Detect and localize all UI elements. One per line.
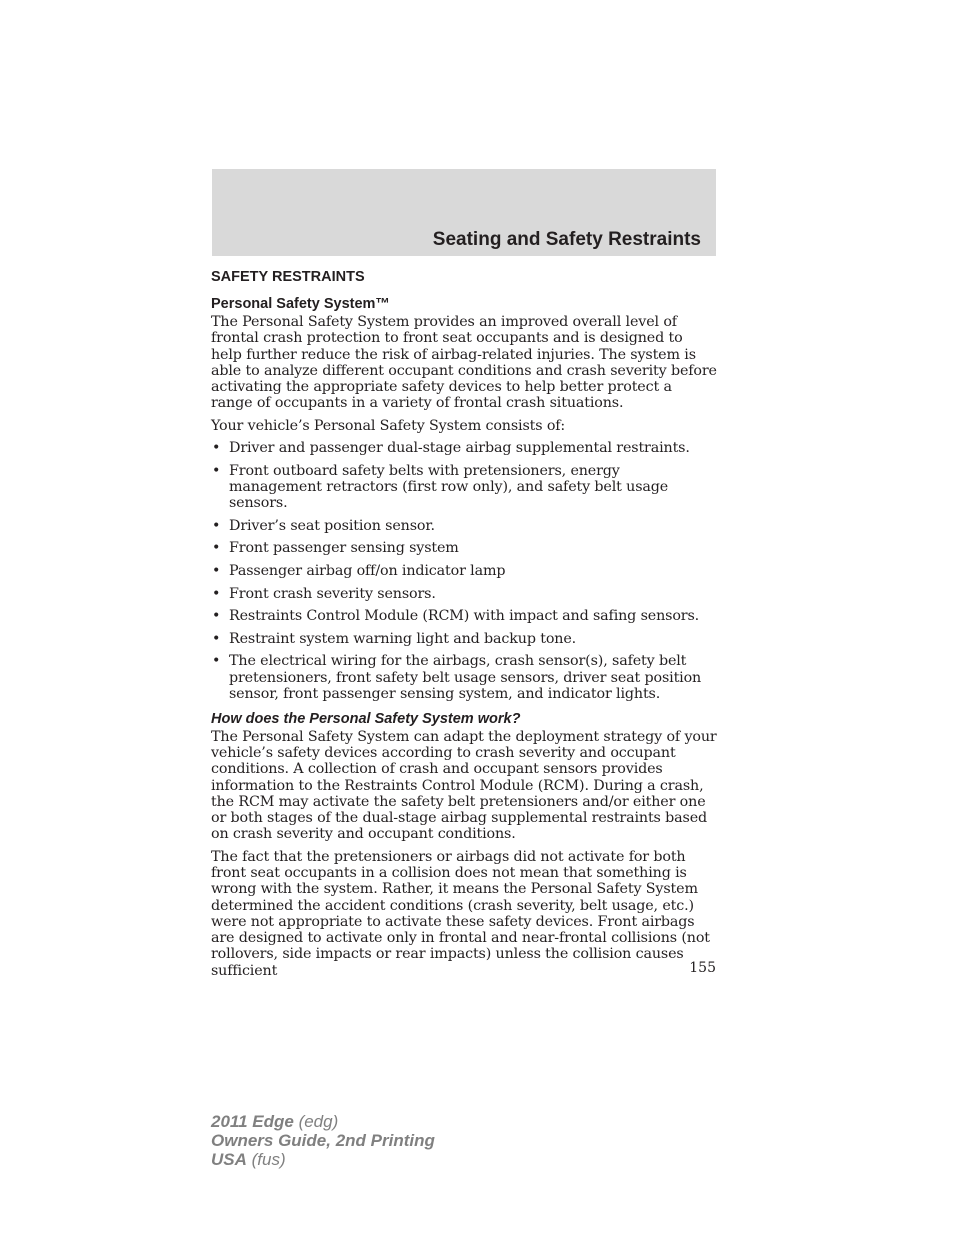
list-item-text: Passenger airbag off/on indicator lamp [229,563,506,580]
list-item [211,563,717,579]
footer-line-model [211,1112,435,1131]
bullet-icon: • [212,653,221,670]
list-item-text: Restraints Control Module (RCM) with impact and safing sensors. [229,608,700,625]
list-item-text: Driver’s seat position sensor. [229,517,435,534]
section-title: SAFETY RESTRAINTS [211,269,365,285]
how-it-works-heading: How does the Personal Safety System work? [211,710,521,727]
how-it-works-paragraph-1: The Personal Safety System can adapt the deployment strategy of your vehicle’s safety devices according to crash severity and occupant conditions. A collection of crash and occupant sensors provides information to the Restraints Control Module (RCM). During a crash, the RCM may activate the safety belt pretensioners and/or either one or both stages of the dual-stage airbag supplemental restraints based on crash severity and occupant conditions. [211,728,717,843]
page-content [211,266,717,985]
intro-paragraph: The Personal Safety System provides an improved overall level of frontal crash protection to front seat occupants and is designed to help further reduce the risk of airbag-related injuries. The system is able to analyze different occupant conditions and crash severity before activating the appropriate safety devices to help better protect a range of occupants in a variety of frontal crash situations. [211,314,717,412]
list-item [211,540,717,556]
footer-line-market [211,1150,435,1169]
footer-model: 2011 Edge [211,1112,294,1131]
footer-model-code: (edg) [293,1112,339,1131]
list-item-text: Front passenger sensing system [229,540,459,557]
bullet-icon: • [212,585,221,602]
list-item-text: Driver and passenger dual-stage airbag supplemental restraints. [229,440,690,457]
document-footer [211,1112,435,1169]
bullet-icon: • [212,540,221,557]
bullet-icon: • [212,608,221,625]
bullet-icon: • [212,517,221,534]
section-header-band [212,169,716,256]
subsection-title: Personal Safety System™ [211,296,390,312]
footer-market: USA [211,1150,247,1169]
page-number: 155 [689,960,716,976]
list-item [211,653,717,702]
list-item [211,518,717,534]
bullet-icon: • [212,630,221,647]
section-header-title: Seating and Safety Restraints [432,229,701,250]
bullet-icon: • [212,440,221,457]
consists-of-paragraph: Your vehicle’s Personal Safety System consists of: [211,417,566,434]
how-it-works-paragraph-2: The fact that the pretensioners or airbags did not activate for both front seat occupants in a collision does not mean that something is wrong with the system. Rather, it means the Personal Safety System determined the accident conditions (crash severity, belt usage, etc.) were not appropriate to activate these safety devices. Front airbags are designed to activate only in frontal and near-frontal collisions (not rollovers, side impacts or rear impacts) unless the collision causes sufficient [211,848,710,979]
footer-line-guide: Owners Guide, 2nd Printing [211,1131,435,1150]
components-list [211,440,717,702]
list-item-text: The electrical wiring for the airbags, crash sensor(s), safety belt pretensioners, front safety belt usage sensors, driver seat position sensor, front passenger sensing system, and indicator lights. [229,653,702,703]
bullet-icon: • [212,563,221,580]
footer-market-code: (fus) [246,1150,286,1169]
list-item [211,440,717,456]
list-item [211,463,717,512]
list-item-text: Front outboard safety belts with pretensioners, energy management retractors (first row only), and safety belt usage sensors. [229,462,669,512]
list-item-text: Restraint system warning light and backup tone. [229,630,577,647]
list-item [211,608,717,624]
list-item [211,586,717,602]
list-item [211,631,717,647]
bullet-icon: • [212,462,221,479]
list-item-text: Front crash severity sensors. [229,585,436,602]
